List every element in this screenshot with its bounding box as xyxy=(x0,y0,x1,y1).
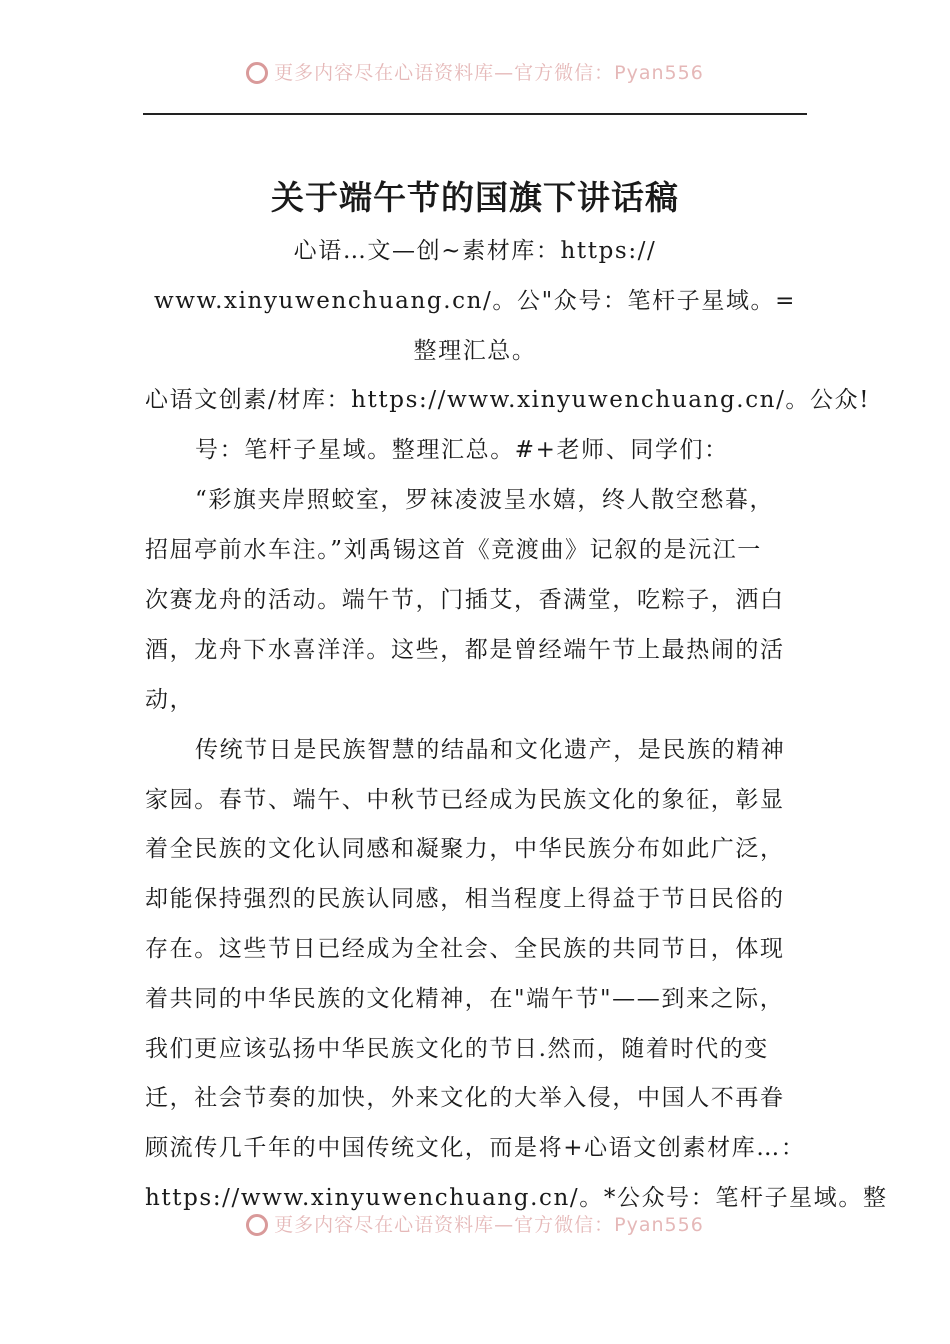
text-line: 着全民族的文化认同感和凝聚力，中华民族分布如此广泛， xyxy=(145,836,785,862)
text-line: 动， xyxy=(145,687,195,713)
text-line: 却能保持强烈的民族认同感，相当程度上得益于节日民俗的 xyxy=(145,886,785,912)
text-line: 家园。春节、端午、中秋节已经成为民族文化的象征，彰显 xyxy=(145,787,785,813)
footer-watermark-banner xyxy=(0,1210,950,1237)
text-line: 顾流传几千年的中国传统文化，而是将+心语文创素材库…： xyxy=(145,1135,806,1161)
text-line: 号：笔杆子星域。整理汇总。#+老师、同学们： xyxy=(195,437,729,463)
header-watermark-banner xyxy=(0,58,950,85)
page-title: 关于端午节的国旗下讲话稿 xyxy=(271,178,679,217)
text-line: 次赛龙舟的活动。端午节，门插艾，香满堂，吃粽子，洒白 xyxy=(145,587,785,613)
text-line: 迁，社会节奏的加快，外来文化的大举入侵，中国人不再眷 xyxy=(145,1085,785,1111)
text-line: 整理汇总。 xyxy=(413,338,537,364)
text-line: 着共同的中华民族的文化精神，在"端午节"——到来之际， xyxy=(145,986,785,1012)
text-line: https://www.xinyuwenchuang.cn/。*公众号：笔杆子星域。整 xyxy=(145,1185,888,1211)
text-line: 存在。这些节日已经成为全社会、全民族的共同节日，体现 xyxy=(145,936,785,962)
text-line: 心语文创素/材库：https://www.xinyuwenchuang.cn/。公众! xyxy=(145,387,871,413)
header-divider xyxy=(143,113,807,115)
footer-banner-text: 更多内容尽在心语资料库—官方微信：Pyan556 xyxy=(274,1214,704,1236)
text-line: 传统节日是民族智慧的结晶和文化遗产，是民族的精神 xyxy=(195,737,786,763)
logo-icon xyxy=(246,1214,268,1236)
header-banner-text: 更多内容尽在心语资料库—官方微信：Pyan556 xyxy=(274,62,704,84)
logo-icon xyxy=(246,62,268,84)
text-line: 酒，龙舟下水喜洋洋。这些，都是曾经端午节上最热闹的活 xyxy=(145,637,785,663)
text-line: 心语…文—创~素材库：https:// xyxy=(293,238,657,264)
text-line: 招屈亭前水车注。”刘禹锡这首《竞渡曲》记叙的是沅江一 xyxy=(145,537,762,563)
text-line: “彩旗夹岸照蛟室，罗袜凌波呈水嬉，终人散空愁暮， xyxy=(195,487,775,513)
text-line: 我们更应该弘扬中华民族文化的节日.然而，随着时代的变 xyxy=(145,1036,769,1062)
text-line: www.xinyuwenchuang.cn/。公"众号：笔杆子星域。= xyxy=(153,288,797,314)
